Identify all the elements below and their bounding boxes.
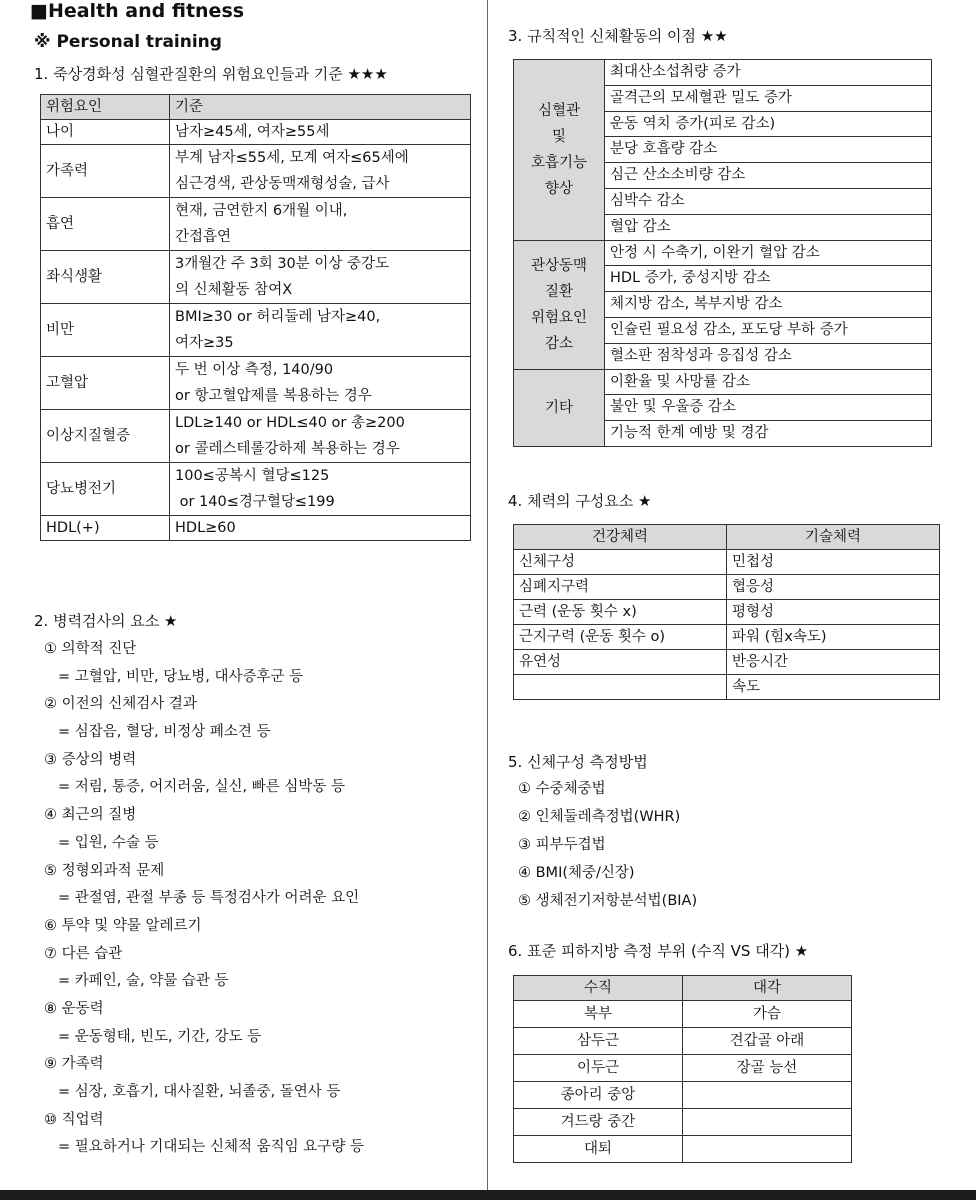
- diagonal-site-cell: [683, 1082, 852, 1109]
- section6-title: 6. 표준 피하지방 측정 부위 (수직 VS 대각) ★: [508, 942, 809, 960]
- risk-factor-cell: 이상지질혈증: [41, 410, 170, 463]
- criteria-line: 부계 남자≤55세, 모계 여자≤65세에: [175, 150, 409, 166]
- diagonal-site-cell: [683, 1109, 852, 1136]
- criteria-line: LDL≥140 or HDL≤40 or 총≥200: [175, 415, 405, 431]
- risk-factor-cell: 고혈압: [41, 357, 170, 410]
- list-item-detail: = 관절염, 관절 부종 등 특정검사가 어려운 요인: [58, 890, 360, 907]
- table-row: [41, 410, 471, 463]
- list-item: ③ 증상의 병력: [44, 751, 137, 768]
- table-row: [514, 369, 932, 395]
- table-header-row: [514, 525, 940, 550]
- skill-fitness-cell: 속도: [727, 675, 940, 700]
- health-fitness-cell: 근력 (운동 횟수 x): [514, 600, 727, 625]
- criteria-line: or 콜레스테롤강하제 복용하는 경우: [175, 441, 400, 457]
- benefit-item-cell: 운동 역치 증가(피로 감소): [605, 111, 932, 137]
- history-elements-list: [44, 636, 364, 1162]
- criteria-cell: [170, 120, 471, 145]
- table-row: [514, 550, 940, 575]
- vertical-site-cell: 종아리 중앙: [514, 1082, 683, 1109]
- benefit-item-cell: 심박수 감소: [605, 188, 932, 214]
- benefit-item-cell: 최대산소섭취량 증가: [605, 60, 932, 86]
- body-composition-methods-list: [518, 775, 697, 915]
- criteria-line: or 항고혈압제를 복용하는 경우: [175, 388, 372, 404]
- page-subtitle: ※ Personal training: [34, 32, 222, 52]
- criteria-line: 여자≥35: [175, 335, 234, 351]
- section2-title: 2. 병력검사의 요소 ★: [34, 612, 178, 630]
- column-divider: [487, 0, 488, 1190]
- method-item: ③ 피부두겹법: [518, 837, 606, 853]
- criteria-line: HDL≥60: [175, 520, 236, 536]
- list-item: ⑨ 가족력: [44, 1056, 104, 1073]
- table-row: [41, 198, 471, 251]
- list-item-detail: = 심잡음, 혈당, 비정상 폐소견 등: [58, 724, 271, 741]
- benefit-group-cell: [514, 369, 605, 446]
- health-fitness-cell: [514, 675, 727, 700]
- header-risk-factor: 위험요인: [41, 95, 170, 120]
- benefit-item-cell: 불안 및 우울증 감소: [605, 395, 932, 421]
- page-title: ■Health and fitness: [30, 0, 245, 22]
- list-item: ⑦ 다른 습관: [44, 945, 123, 962]
- benefit-group-name: 관상동맥: [530, 257, 588, 274]
- method-item: ④ BMI(체중/신장): [518, 865, 635, 881]
- risk-factor-table: [40, 94, 471, 541]
- method-item: ② 인체둘레측정법(WHR): [518, 809, 681, 825]
- section5-title: 5. 신체구성 측정방법: [508, 753, 648, 771]
- benefit-item-cell: 체지방 감소, 복부지방 감소: [605, 292, 932, 318]
- risk-factor-cell: 흡연: [41, 198, 170, 251]
- benefit-item-cell: 안정 시 수축기, 이완기 혈압 감소: [605, 240, 932, 266]
- criteria-line: BMI≥30 or 허리둘레 남자≥40,: [175, 309, 381, 325]
- table-row: [514, 650, 940, 675]
- skill-fitness-cell: 민첩성: [727, 550, 940, 575]
- health-fitness-cell: 유연성: [514, 650, 727, 675]
- risk-factor-cell: 당뇨병전기: [41, 463, 170, 516]
- list-item: ⑩ 직업력: [44, 1111, 104, 1128]
- table-row: [41, 516, 471, 541]
- risk-factor-cell: 가족력: [41, 145, 170, 198]
- section4-title: 4. 체력의 구성요소 ★: [508, 492, 652, 510]
- table-row: [514, 1001, 852, 1028]
- benefit-group-cell: [514, 60, 605, 241]
- vertical-site-cell: 이두근: [514, 1055, 683, 1082]
- header-skill-fitness: 기술체력: [727, 525, 940, 550]
- table-row: [514, 60, 932, 86]
- benefit-item-cell: 이환율 및 사망률 감소: [605, 369, 932, 395]
- table-row: [41, 145, 471, 198]
- criteria-cell: [170, 410, 471, 463]
- table-row: [514, 675, 940, 700]
- table-row: [41, 463, 471, 516]
- bottom-bar: [0, 1190, 976, 1200]
- list-item-detail: = 카페인, 술, 약물 습관 등: [58, 973, 229, 990]
- table-header-row: [41, 95, 471, 120]
- table-row: [514, 600, 940, 625]
- section3-title: 3. 규칙적인 신체활동의 이점 ★★: [508, 27, 728, 45]
- criteria-line: 현재, 금연한지 6개월 이내,: [175, 203, 348, 219]
- vertical-site-cell: 대퇴: [514, 1136, 683, 1163]
- criteria-line: or 140≤경구혈당≤199: [175, 494, 335, 510]
- diagonal-site-cell: 견갑골 아래: [683, 1028, 852, 1055]
- benefit-item-cell: 골격근의 모세혈관 밀도 증가: [605, 85, 932, 111]
- benefit-group-name: 질환: [544, 283, 573, 300]
- table-row: [514, 625, 940, 650]
- criteria-cell: [170, 516, 471, 541]
- criteria-line: 100≤공복시 혈당≤125: [175, 468, 330, 484]
- table-row: [41, 304, 471, 357]
- list-item: ① 의학적 진단: [44, 641, 137, 657]
- method-item: ⑤ 생체전기저항분석법(BIA): [518, 893, 698, 909]
- table-header-row: [514, 976, 852, 1001]
- header-criteria: 기준: [170, 95, 471, 120]
- benefit-item-cell: HDL 증가, 중성지방 감소: [605, 266, 932, 292]
- table-row: [41, 120, 471, 145]
- benefit-group-name: 및: [551, 128, 566, 145]
- list-item: ② 이전의 신체검사 결과: [44, 696, 197, 713]
- list-item: ④ 최근의 질병: [44, 807, 137, 824]
- skill-fitness-cell: 협응성: [727, 575, 940, 600]
- method-item: ① 수중체중법: [518, 781, 606, 797]
- benefits-table: [513, 59, 932, 447]
- criteria-cell: [170, 145, 471, 198]
- table-row: [514, 1136, 852, 1163]
- criteria-line: 간접흡연: [175, 229, 232, 245]
- benefit-group-name: 심혈관: [537, 102, 581, 119]
- risk-factor-cell: HDL(+): [41, 516, 170, 541]
- vertical-site-cell: 삼두근: [514, 1028, 683, 1055]
- table-row: [41, 251, 471, 304]
- criteria-cell: [170, 463, 471, 516]
- benefit-group-name: 호흡기능: [530, 154, 588, 171]
- table-row: [514, 1055, 852, 1082]
- benefit-group-name: 감소: [544, 335, 573, 352]
- skill-fitness-cell: 평형성: [727, 600, 940, 625]
- benefit-item-cell: 혈압 감소: [605, 214, 932, 240]
- criteria-line: 남자≥45세, 여자≥55세: [175, 124, 330, 140]
- list-item-detail: = 입원, 수술 등: [58, 834, 159, 851]
- vertical-site-cell: 겨드랑 중간: [514, 1109, 683, 1136]
- list-item: ⑤ 정형외과적 문제: [44, 862, 165, 879]
- health-fitness-cell: 근지구력 (운동 횟수 o): [514, 625, 727, 650]
- criteria-line: 심근경색, 관상동맥재형성술, 급사: [175, 176, 390, 192]
- skinfold-sites-table: [513, 975, 852, 1163]
- header-diagonal: 대각: [683, 976, 852, 1001]
- benefit-group-cell: [514, 240, 605, 369]
- list-item: ⑥ 투약 및 약물 알레르기: [44, 917, 202, 934]
- list-item: ⑧ 운동력: [44, 1000, 104, 1017]
- list-item-detail: = 고혈압, 비만, 당뇨병, 대사증후군 등: [58, 668, 304, 685]
- criteria-cell: [170, 251, 471, 304]
- list-item-detail: = 필요하거나 기대되는 신체적 움직임 요구량 등: [58, 1139, 364, 1156]
- table-row: [41, 357, 471, 410]
- risk-factor-cell: 비만: [41, 304, 170, 357]
- criteria-cell: [170, 198, 471, 251]
- criteria-cell: [170, 304, 471, 357]
- vertical-site-cell: 복부: [514, 1001, 683, 1028]
- list-item-detail: = 심장, 호흡기, 대사질환, 뇌졸중, 돌연사 등: [58, 1084, 341, 1100]
- skill-fitness-cell: 파워 (힘x속도): [727, 625, 940, 650]
- health-fitness-cell: 심폐지구력: [514, 575, 727, 600]
- diagonal-site-cell: 장골 능선: [683, 1055, 852, 1082]
- benefit-item-cell: 기능적 한계 예방 및 경감: [605, 421, 932, 447]
- skill-fitness-cell: 반응시간: [727, 650, 940, 675]
- criteria-line: 3개월간 주 3회 30분 이상 중강도: [175, 256, 390, 272]
- criteria-line: 두 번 이상 측정, 140/90: [175, 362, 334, 378]
- table-row: [514, 1082, 852, 1109]
- diagonal-site-cell: 가슴: [683, 1001, 852, 1028]
- benefit-item-cell: 혈소판 점착성과 응집성 감소: [605, 343, 932, 369]
- benefit-group-name: 기타: [544, 399, 573, 416]
- list-item-detail: = 저림, 통증, 어지러움, 실신, 빠른 심박동 등: [58, 779, 345, 796]
- risk-factor-cell: 나이: [41, 120, 170, 145]
- table-row: [514, 575, 940, 600]
- list-item-detail: = 운동형태, 빈도, 기간, 강도 등: [58, 1028, 262, 1045]
- benefit-item-cell: 인슐린 필요성 감소, 포도당 부하 증가: [605, 317, 932, 343]
- criteria-cell: [170, 357, 471, 410]
- header-vertical: 수직: [514, 976, 683, 1001]
- table-row: [514, 1109, 852, 1136]
- header-health-fitness: 건강체력: [514, 525, 727, 550]
- benefit-item-cell: 분당 호흡량 감소: [605, 137, 932, 163]
- table-row: [514, 240, 932, 266]
- fitness-components-table: [513, 524, 940, 700]
- criteria-line: 의 신체활동 참여X: [175, 282, 293, 298]
- benefit-group-name: 위험요인: [530, 309, 588, 326]
- benefit-group-name: 향상: [544, 180, 573, 197]
- diagonal-site-cell: [683, 1136, 852, 1163]
- benefit-item-cell: 심근 산소소비량 감소: [605, 163, 932, 189]
- health-fitness-cell: 신체구성: [514, 550, 727, 575]
- section1-title: 1. 죽상경화성 심혈관질환의 위험요인들과 기준 ★★★: [34, 65, 388, 83]
- table-row: [514, 1028, 852, 1055]
- risk-factor-cell: 좌식생활: [41, 251, 170, 304]
